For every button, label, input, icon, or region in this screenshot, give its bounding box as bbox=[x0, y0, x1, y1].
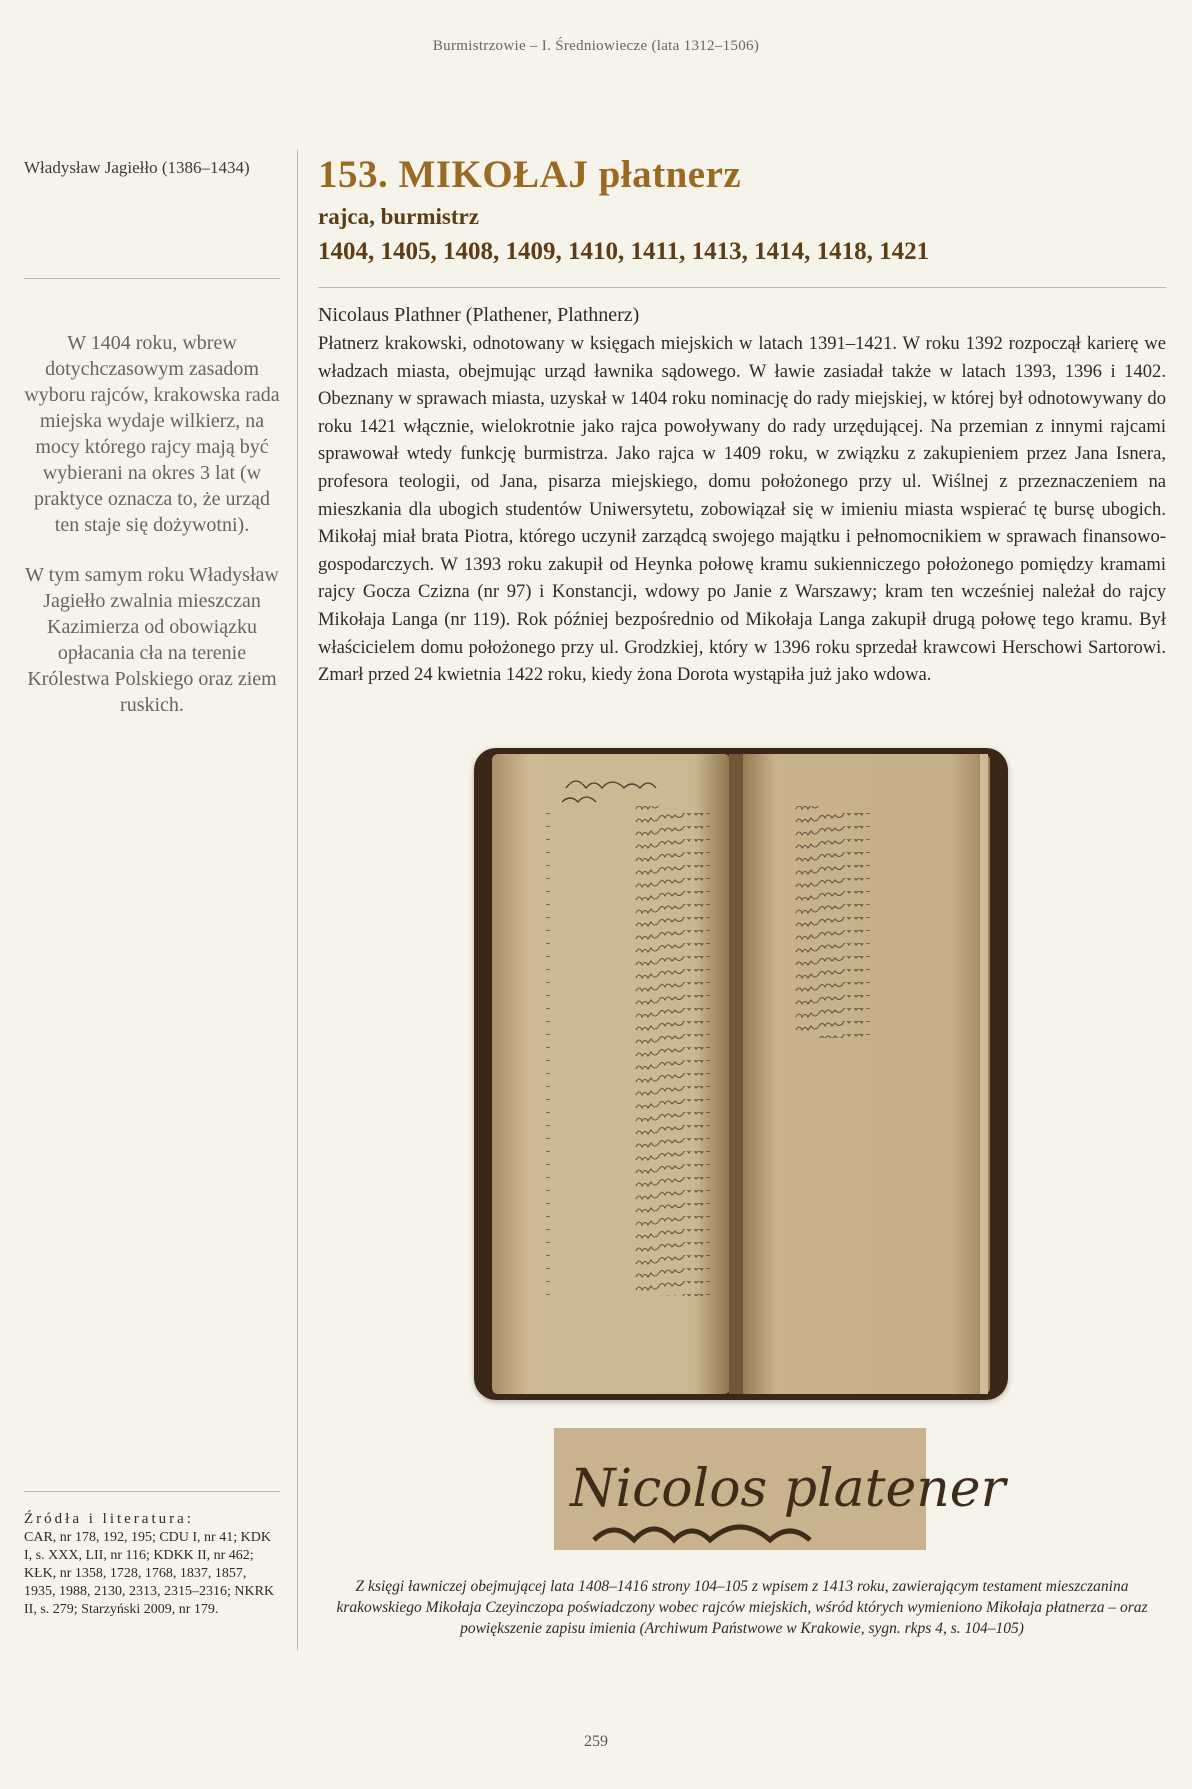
title-divider bbox=[318, 287, 1166, 288]
sources-text: CAR, nr 178, 192, 195; CDU I, nr 41; KDK I, s. XXX, LII, nr 116; KDKK II, nr 462; KŁK, nr 1358, 1728, 1768, 1837, 1857, 1935, 1988, 2130, 2313, 2315–2316; NKRK II, s. 279; Starzyński 2009, nr 179. bbox=[24, 1530, 275, 1617]
sidebar-notes bbox=[24, 330, 280, 742]
manuscript-photo bbox=[474, 748, 1008, 1400]
page-number: 259 bbox=[584, 1733, 608, 1750]
entry-roles: rajca, burmistrz bbox=[318, 204, 479, 229]
biography: Płatnerz krakowski, odnotowany w księgach miejskich w latach 1391–1421. W roku 1392 rozpoczął karierę we władzach miasta, obejmując urząd ławnika sądowego. W ławie zasiadał także w latach 1393, 1396 i 1402. Obeznany w sprawach miasta, uzyskał w 1404 roku nominację do rady miejskiej, w której był odnotowywany do roku 1421 włącznie, wielokrotnie jako rajca powoływany do rady urzędującej. Na przemian z innymi rajcami sprawował wtedy funkcję burmistrza. Jako rajca w 1409 roku, w związku z zakupieniem przez Jana Isnera, profesora teologii, od Jana, pisarza miejskiego, domu położonego przy ul. Wiślnej z przeznaczeniem na mieszkania dla ubogich studentów Uniwersytetu, zobowiązał się w imieniu miasta wspierać tę bursę ubogich. Mikołaj miał brata Piotra, którego uczynił zarządcą swojego majątku i pełnomocnikiem w sprawach finansowo-gospodarczych. W 1393 roku zakupił od Heynka połowę kramu sukienniczego położonego pomiędzy kramami rajcy Gocza Czizna (nr 97) i Konstancji, wdowy po Janie z Warszawy; kram ten wcześniej należał do rajcy Mikołaja Langa (nr 119). Rok później bezpośrednio od Mikołaja Langa zakupił drugą połowę tego kramu. Był właścicielem domu położonego przy ul. Grodzkiej, który w 1396 roku sprzedał krawcowi Herschowi Sartorowi. Zmarł przed 24 kwietnia 1422 roku, kiedy żona Dorota wystąpiła już jako wdowa. bbox=[318, 333, 1166, 686]
running-head: Burmistrzowie – I. Średniowiecze (lata 1312–1506) bbox=[432, 38, 760, 54]
sources-divider bbox=[24, 1491, 280, 1492]
name-forms: Nicolaus Plathner (Plathener, Plathnerz) bbox=[318, 304, 640, 326]
sidebar-note: W tym samym roku Władysław Jagiełło zwalnia mieszczan Kazimierza od obowiązku opłacania cła na terenie Królestwa Polskiego oraz ziem ruskich. bbox=[25, 564, 279, 716]
sidebar-divider bbox=[24, 278, 280, 279]
sources-block bbox=[24, 1510, 280, 1619]
entry-title: 153. MIKOŁAJ płatnerz bbox=[318, 153, 742, 196]
column-divider bbox=[297, 150, 298, 1650]
sources-heading: Źródła i literatura: bbox=[24, 1511, 194, 1527]
reign-label: Władysław Jagiełło (1386–1434) bbox=[24, 158, 250, 177]
name-enlargement-illustration bbox=[554, 1428, 1006, 1550]
entry-years: 1404, 1405, 1408, 1409, 1410, 1411, 1413, 1414, 1418, 1421 bbox=[318, 238, 930, 265]
enlarged-name-text: Nicolos platener bbox=[570, 1459, 1006, 1519]
name-enlargement bbox=[554, 1428, 1006, 1550]
sidebar-note: W 1404 roku, wbrew dotychczasowym zasadom wyboru rajców, krakowska rada miejska wydaje wilkierz, na mocy którego rajcy mają być wybierani na okres 3 lat (w praktyce oznacza to, że urząd ten staje się dożywotni). bbox=[24, 332, 280, 536]
manuscript-illustration bbox=[474, 748, 1008, 1400]
figure-caption: Z księgi ławniczej obejmującej lata 1408–1416 strony 104–105 z wpisem z 1413 roku, zawierającym testament mieszczanina krakowskiego Mikołaja Czeyinczopa poświadczony wobec rajców miejskich, wśród których wymieniono Mikołaja płatnerza – oraz powiększenie zapisu imienia (Archiwum Państwowe w Krakowie, sygn. rkps 4, s. 104–105) bbox=[336, 1578, 1148, 1637]
